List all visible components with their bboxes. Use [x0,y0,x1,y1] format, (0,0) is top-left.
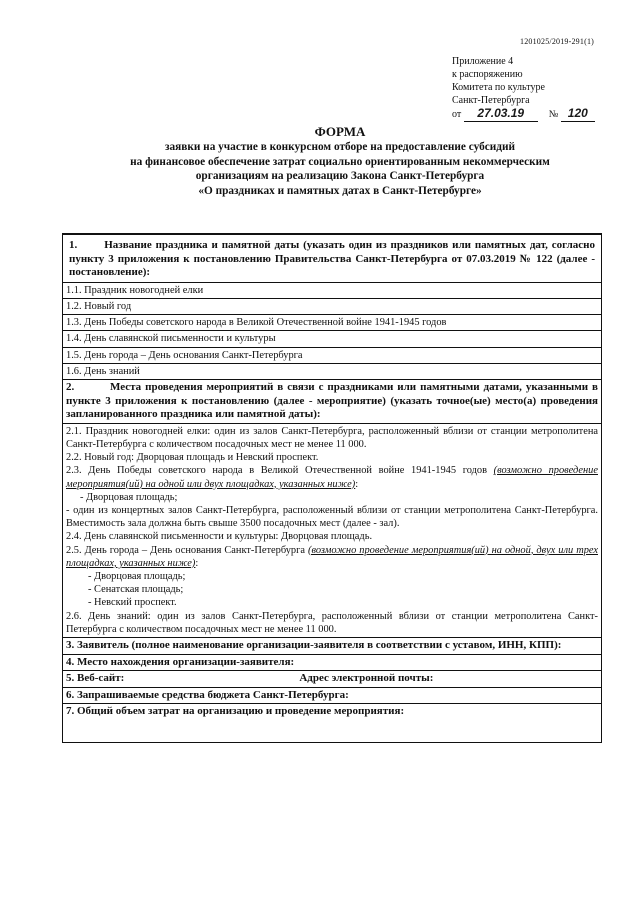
venue-option: - Дворцовая площадь; [80,491,178,503]
holiday-item: 1.3. День Победы советского народа в Великой Отечественной войне 1941-1945 годов [63,315,602,331]
venues-cell [63,423,602,637]
section-number: 1. [69,239,78,251]
venue-item [66,464,598,490]
date-prefix: от [452,109,462,120]
form-heading: ФОРМА [314,124,366,139]
appendix-header [452,55,595,122]
holiday-item: 1.5. День города – День основания Санкт-Петербурга [63,347,602,363]
document-number: 1201025/2019-291(1) [520,37,595,46]
venue-item: 2.1. Праздник новогодней елки: один из залов Санкт-Петербурга, расположенный вблизи от станции метрополитена Санкт-Петербурга с количеством посадочных мест не менее 11 000. [66,425,598,450]
form-subtitle-line: организациям на реализацию Закона Санкт-Петербурга [195,170,485,183]
section-1-header [63,234,602,282]
handwritten-date: 27.03.19 [477,106,525,120]
form-title-block [60,124,620,198]
venue-item: 2.6. День знаний: один из залов Санкт-Петербурга, расположенный вблизи от станции метрополитена Санкт-Петербурга с количеством посадочных мест не менее 11 000. [66,610,598,635]
appendix-line: Приложение 4 [452,56,514,67]
venue-colon: : [195,557,199,569]
venue-item: 2.4. День славянской письменности и культуры: Дворцовая площадь. [66,531,373,543]
section-4-location: 4. Место нахождения организации-заявителя: [63,654,602,671]
appendix-line: к распоряжению [452,69,523,80]
venue-item: 2.2. Новый год: Дворцовая площадь и Невский проспект. [66,452,319,464]
venue-option: - Дворцовая площадь; [88,571,186,583]
section-7-costs: 7. Общий объем затрат на организацию и проведение мероприятия: [63,704,602,743]
holiday-item: 1.6. День знаний [63,363,602,379]
venue-item [66,544,598,570]
section-3-applicant: 3. Заявитель (полное наименование организации-заявителя в соответствии с уставом, ИНН, КПП): [63,638,602,655]
venue-note: (возможно проведение мероприятия(ий) на одной или двух площадках, указанных ниже) [66,465,598,490]
section-6-funds: 6. Запрашиваемые средства бюджета Санкт-Петербурга: [63,687,602,704]
holiday-item: 1.4. День славянской письменности и культуры [63,331,602,347]
venue-colon: : [355,478,359,490]
section-number: 2. [66,381,75,393]
form-subtitle-line: «О праздниках и памятных датах в Санкт-Петербурге» [198,184,482,197]
appendix-line: Санкт-Петербурга [452,95,530,106]
application-form-table [62,233,602,743]
holiday-item: 1.1. Праздник новогодней елки [63,282,602,298]
section-2-text: Места проведения мероприятий в связи с праздниками или памятными датами, указанными в пункте 3 приложения к постановлению (далее - мероприятие) (указать точное(ые) место(а) проведения запланированного праздника или памятной даты): [66,381,598,421]
appendix-line: Комитета по культуре [452,82,545,93]
venue-option: - Невский проспект. [88,597,177,609]
appendix-date-line [452,107,595,122]
section-1-text: Название праздника и памятной даты (указать один из праздников или памятных дат, согласно пункту 3 приложения к постановлению Правительства Санкт-Петербурга от 07.03.2019 № 122 (далее - постановление): [69,239,595,279]
venue-option: - один из концертных залов Санкт-Петербурга, расположенный вблизи от станции метрополитена Санкт-Петербурга. Вместимость зала должна быть свыше 3500 посадочных мест (далее - зал). [66,505,598,530]
email-label: Адрес электронной почты: [299,672,434,685]
venue-note: (возможно проведение мероприятия(ий) на одной, двух или трех площадках, указанных ниже) [66,544,598,569]
website-label: 5. Веб-сайт: [66,672,125,685]
section-2-header [63,380,602,424]
venue-option: - Сенатская площадь; [88,584,184,596]
handwritten-number: 120 [567,106,588,120]
section-5-contacts [63,671,602,688]
holiday-item: 1.2. Новый год [63,298,602,314]
venue-item-text: 2.5. День города – День основания Санкт-Петербурга [66,544,305,556]
venue-item-text: 2.3. День Победы советского народа в Великой Отечественной войне 1941-1945 годов [66,465,487,477]
form-subtitle-line: на финансовое обеспечение затрат социально ориентированным некоммерческим [130,155,550,168]
number-prefix: № [548,109,559,120]
form-subtitle-line: заявки на участие в конкурсном отборе на предоставление субсидий [164,141,516,153]
